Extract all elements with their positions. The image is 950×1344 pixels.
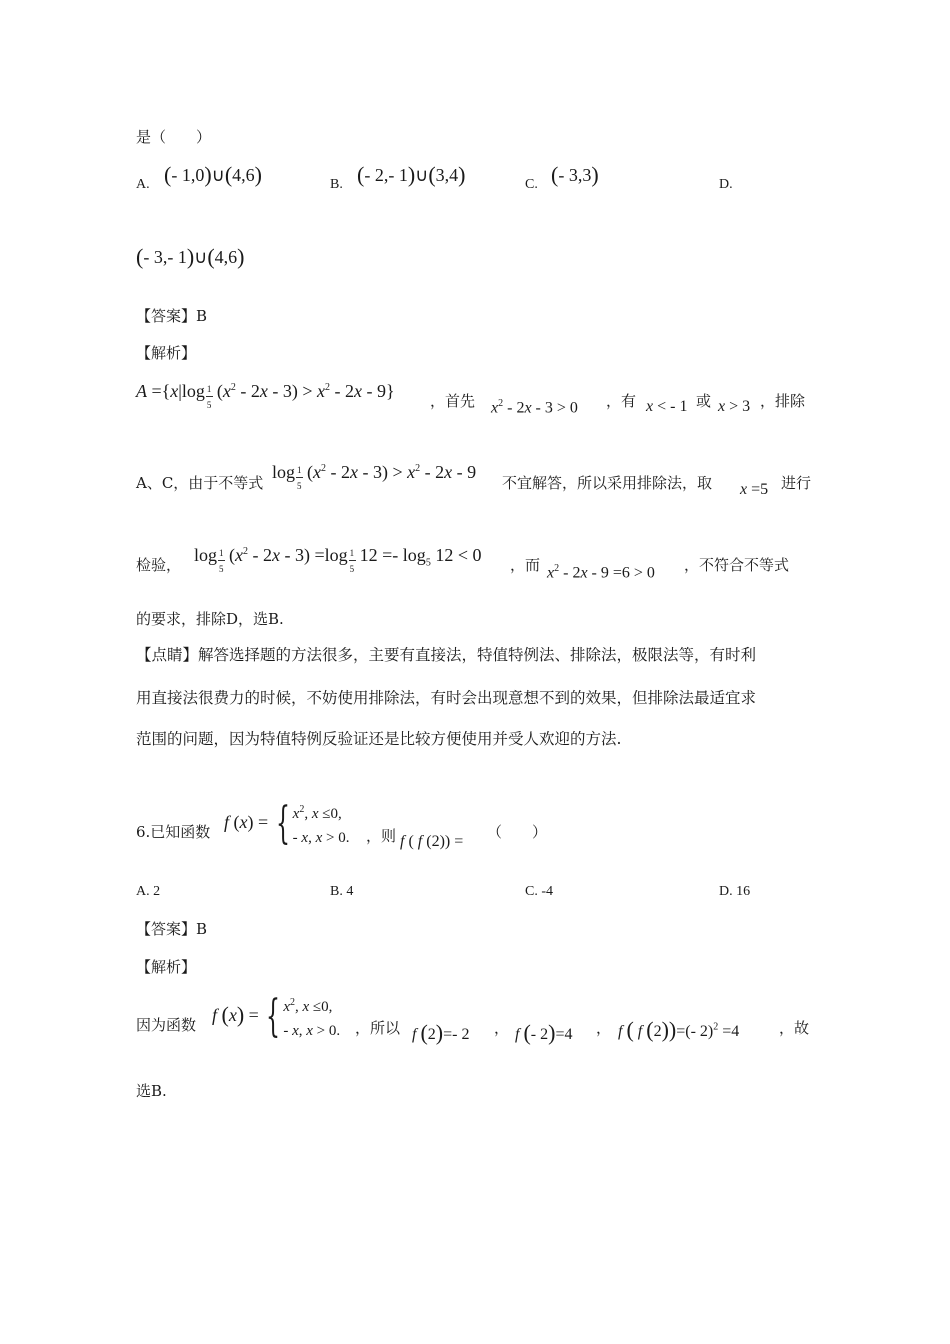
q5-tip-line3: 范围的问题，因为特值特例反验证还是比较方便使用并受人欢迎的方法. [136,730,622,748]
q5-ineq-x-lt: x < - 1 [646,398,688,415]
q6-option-a: A. 2 [136,884,161,899]
q5-rhs-check: $x^2 - 2x - 9 =6 > 0$ [547,563,655,582]
q5-stem-tail: 是（ ） [136,128,212,146]
q5-line2-text2: 不宜解答，所以采用排除法，取 [502,474,713,492]
q5-line3-text1: 检验， [136,556,182,574]
q6-function-def: f (x) = { $x^2$, x ≤0, - x, x > 0. [224,798,350,849]
q5-line3-text2: ，而 [510,556,541,574]
q5-answer: 【答案】B [136,307,208,325]
q6-sol-text4: ， [596,1019,612,1037]
q5-option-b-label: B. [330,177,343,192]
q6-f-neg2: f (- 2)=4 [515,1020,573,1045]
q6-sol-text1: 因为函数 [136,1016,197,1034]
q5-line1-text2: ，有 [606,392,637,410]
q5-set-a-formula: A ={x|log $\frac{1}{5}$ $(x^2 - 2x - 3) > x^2 - 2x - 9$} [136,381,395,410]
q5-option-a-label: A. [136,177,150,192]
q5-tip-line2: 用直接法很费力的时候，不妨使用排除法，有时会出现意想不到的效果，但排除法最适宜求 [136,689,757,707]
q6-f-2: f (2)=- 2 [412,1020,470,1045]
q5-line1-text3: 或 [696,392,712,410]
q5-option-a-math: (- 1,0)∪(4,6) [164,162,262,187]
q5-inequality: log $\frac{1}{5}$ $(x^2 - 2x - 3) > x^2 - 2x - 9$ [272,462,477,491]
q6-option-d: D. 16 [719,884,751,899]
q6-f-f-2: f ( f (2)) = [400,833,464,850]
q6-sol-function-def: f (x) = { $x^2$, x ≤0, - x, x > 0. [212,991,341,1042]
q5-log-check: log $\frac{1}{5}$ $(x^2 - 2x - 3) =\log$ $\frac{1}{5}$ $12 =- \log_5 12 < 0$ [194,545,482,574]
q6-stem-text2: ，则 [366,827,397,845]
q5-ineq-domain: $x^2 - 2x - 3 > 0$ [491,398,578,417]
q6-sol-end: 选B. [136,1082,167,1100]
q5-option-c-label: C. [525,177,538,192]
q5-line1-text1: ，首先 [430,392,476,410]
q5-tip-line1: 【点睛】解答选择题的方法很多，主要有直接法，特值特例法、排除法，极限法等，有时利 [136,646,757,664]
q6-stem-text1: 6.已知函数 [136,823,211,841]
q5-option-c-math: (- 3,3) [551,162,599,187]
q5-line3-text3: ，不符合不等式 [684,556,790,574]
q6-option-b: B. 4 [330,884,354,899]
q5-line1-text4: ，排除 [760,392,806,410]
q6-answer: 【答案】B [136,920,208,938]
q6-sol-text2: ，所以 [355,1019,401,1037]
q5-x-equals-5: x =5 [740,481,769,498]
q6-sol-text3: ， [494,1019,510,1037]
q6-sol-text5: ，故 [779,1019,810,1037]
q5-option-b-math: (- 2,- 1)∪(3,4) [357,162,466,187]
q5-option-d-math: (- 3,- 1)∪(4,6) [136,244,245,269]
q5-option-d-label: D. [719,177,733,192]
q5-line2-text3: 进行 [781,474,812,492]
q5-line2-text1: A、C，由于不等式 [136,474,264,492]
q6-stem-text3: （ ） [487,823,548,841]
q6-option-c: C. -4 [525,884,553,899]
q5-ineq-x-gt: x > 3 [718,398,751,415]
q5-analysis-label: 【解析】 [136,344,197,362]
q5-line4: 的要求，排除D，选B. [136,610,284,628]
q6-analysis-label: 【解析】 [136,958,197,976]
q6-f-f-2-result: f ( f (2))=(- 2)$^2$ =4 [618,1017,740,1042]
